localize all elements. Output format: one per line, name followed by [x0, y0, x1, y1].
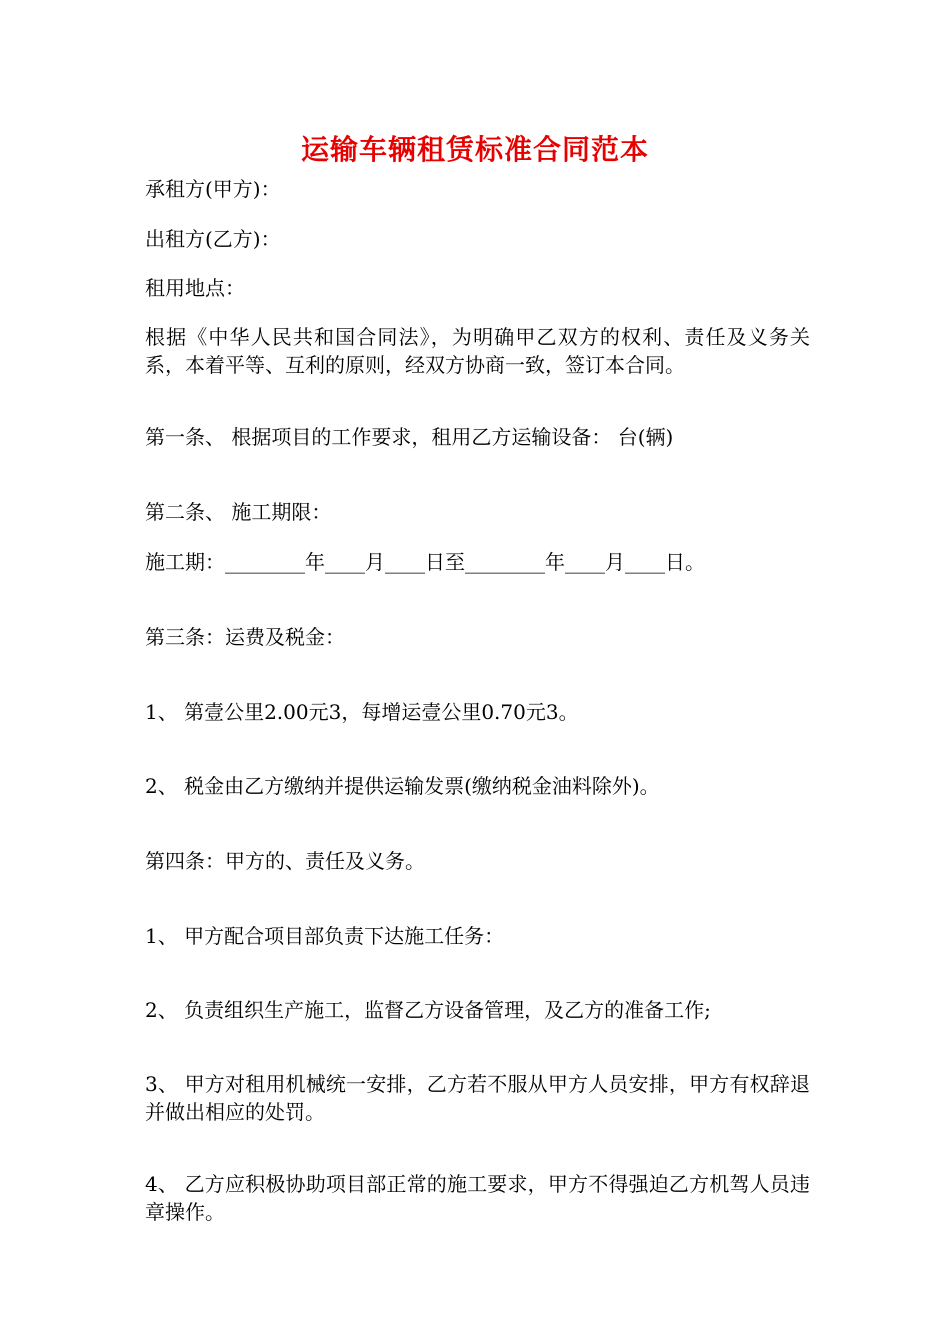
- article-3: 第三条：运费及税金：: [145, 625, 345, 649]
- article-4-item-4: 4、 乙方应积极协助项目部正常的施工要求，甲方不得强迫乙方机驾人员违章操作。: [145, 1172, 810, 1224]
- document-title: 运输车辆租赁标准合同范本: [300, 133, 649, 166]
- location-line: 租用地点：: [145, 276, 245, 300]
- article-4: 第四条：甲方的、责任及义务。: [145, 849, 425, 873]
- construction-period: 施工期：________年____月____日至________年____月____日。: [145, 550, 705, 574]
- article-2: 第二条、 施工期限：: [145, 500, 332, 524]
- lessee-line: 承租方(甲方)：: [145, 177, 281, 201]
- article-4-item-3: 3、 甲方对租用机械统一安排，乙方若不服从甲方人员安排，甲方有权辞退并做出相应的处罚。: [145, 1072, 810, 1124]
- preamble-paragraph: 根据《中华人民共和国合同法》，为明确甲乙双方的权利、责任及义务关系，本着平等、互利的原则，经双方协商一致，签订本合同。: [145, 325, 810, 377]
- article-4-item-1: 1、 甲方配合项目部负责下达施工任务：: [145, 924, 505, 948]
- article-3-item-2: 2、 税金由乙方缴纳并提供运输发票(缴纳税金油料除外)。: [145, 774, 660, 798]
- lessor-line: 出租方(乙方)：: [145, 227, 281, 251]
- article-1: 第一条、 根据项目的工作要求，租用乙方运输设备： 台(辆): [145, 425, 674, 449]
- article-3-item-1: 1、 第壹公里2.00元3，每增运壹公里0.70元3。: [145, 700, 579, 724]
- article-4-item-2: 2、 负责组织生产施工，监督乙方设备管理，及乙方的准备工作;: [145, 998, 711, 1022]
